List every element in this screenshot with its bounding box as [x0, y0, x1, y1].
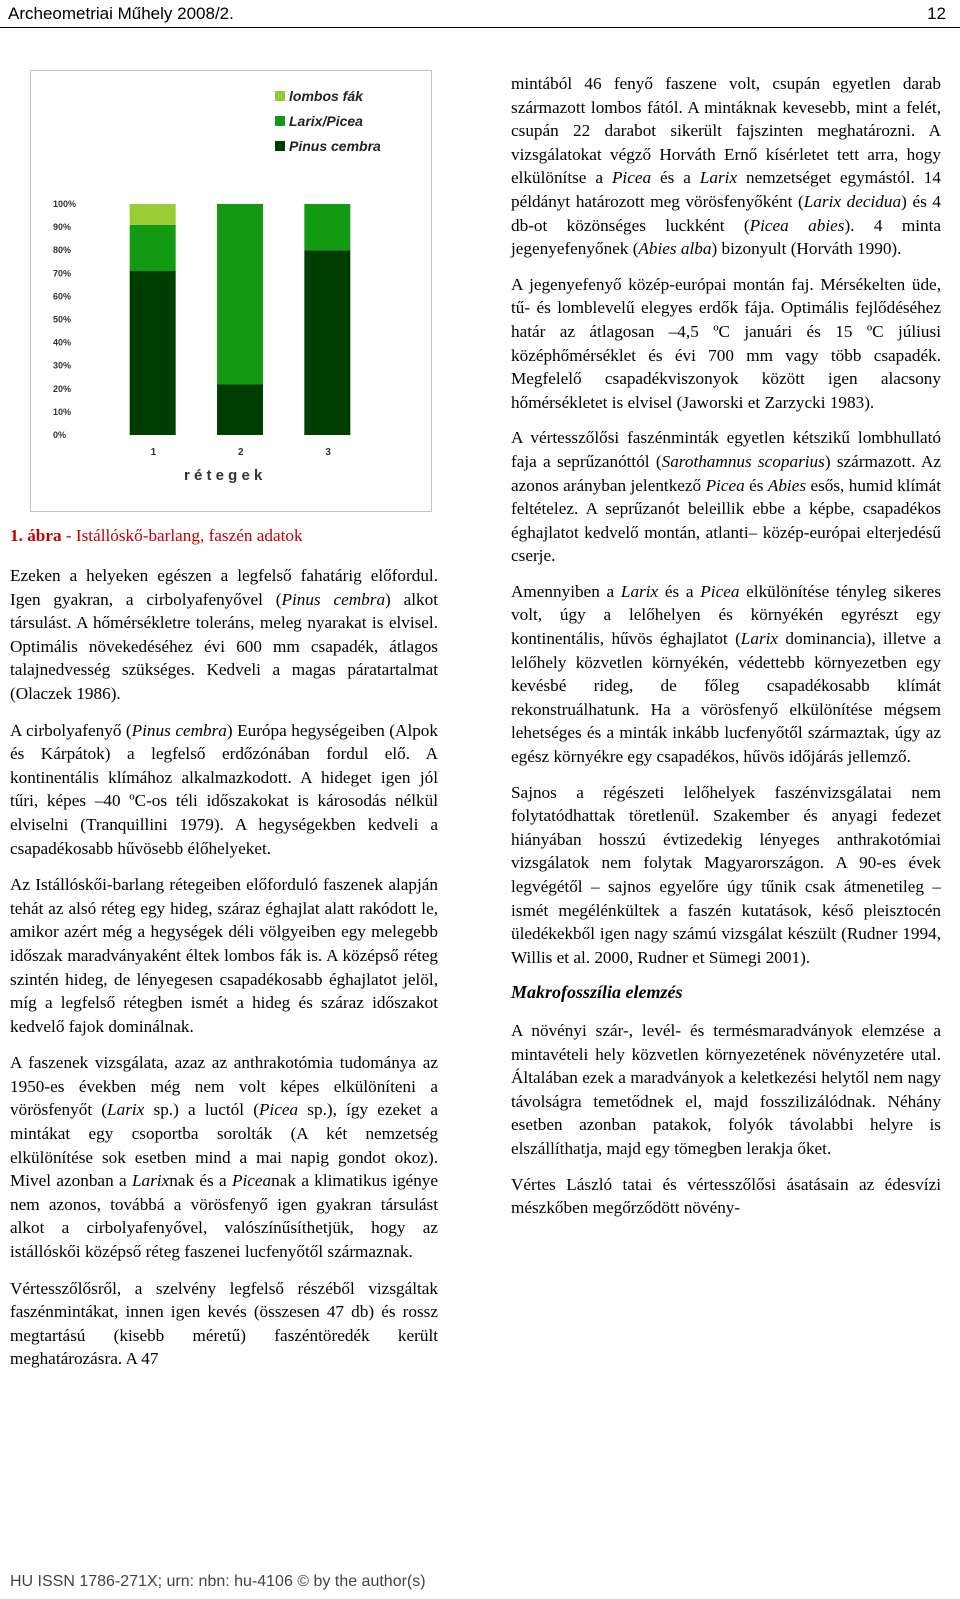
paragraph: mintából 46 fenyő faszene volt, csupán egyetlen darab származott lombos fától. A mintáknak kevesebb, mint a felét, csupán 22 darabot sikerült fajszinten meghatározni. A vizsgálatokat végző Horváth Ernő kísérletet tett arra, hogy elkülönítse a Picea és a Larix nemzetséget egymástól. 14 példányt határozott meg vörösfenyőként (Larix decidua) és 4 db-ot közönséges luckként (Picea abies). 4 minta jegenyefenyőnek (Abies alba) bizonyult (Horváth 1990).	[511, 74, 942, 259]
legend-swatch	[275, 91, 285, 101]
bar-segment	[217, 204, 263, 384]
right-column	[511, 72, 941, 1232]
x-tick-label: 2	[238, 447, 244, 458]
section-heading: Makrofosszília elemzés	[511, 982, 683, 1003]
legend-swatch	[275, 116, 285, 126]
stacked-bar-chart	[31, 71, 431, 511]
legend-swatch	[275, 141, 285, 151]
paragraph: Az Istállóskői-barlang rétegeiben előforduló faszenek alapján tehát az alsó réteg egy hideg, száraz éghajlat alatt rakódott le, amikor azért még a hegységek déli völgyeiben egy melegebb időszak maradványaként éltek lombos fák is. A középső réteg szintén hideg, de lényegesen csapadékosabb éghajlatot jelöl, míg a legfelső rétegben ismét a hideg és száraz időszakot kedvelő fajok dominálnak.	[10, 875, 438, 1036]
paragraph: Vértesszőlősről, a szelvény legfelső részéből vizsgáltak faszénmintákat, innen igen kevés (összesen 47 db) és rossz megtartású (kisebb méretű) faszéntöredék került meghatározásra. A 47	[10, 1278, 438, 1369]
y-tick-label: 80%	[53, 245, 72, 256]
bar-segment	[130, 225, 176, 271]
y-tick-label: 30%	[53, 360, 72, 371]
paragraph: A faszenek vizsgálata, azaz az anthrakotómia tudománya az 1950-es években még nem volt képes elkülöníteni a vörösfenyőt (Larix sp.) a luctól (Picea sp.), így ezeket a mintákat egy csoportba sorolták (A két nemzetség elkülönítése sok esetben mind a mai napig gondot okoz). Mivel azonban a Larixnak és a Piceanak a klimatikus igénye nem azonos, továbbá a vörösfenyő igen gyakran társulást alkot a cirbolyafenyővel, valószínűsíthetjük, hogy az istállóskői középső réteg faszenei lucfenyőtől származnak.	[10, 1053, 439, 1262]
page-number: 12	[927, 4, 946, 23]
paragraph: A cirbolyafenyő (Pinus cembra) Európa hegységeiben (Alpok és Kárpátok) a legfelső erdőzónában fordul elő. A kontinentális klímához alkalmazkodott. A hideget igen jól tűri, képes –40 ºC-os téli időszakokat is károsodás nélkül elviselni (Tranquillini 1979). A hegységekben kedveli a csapadékosabb hűvösebb élőhelyeket.	[10, 720, 438, 858]
paragraph: A növényi szár-, levél- és termésmaradványok elemzése a mintavételi hely közvetlen környezetének növényzetére utal. Általában ezek a maradványok a keletkezési helytől nem nagy távolságra temetődnek el, majd fosszilizálódnak. Néhány esetben azonban patakok, folyók távolabbi helyre is elszállíthatja, majd egy tömegben lerakja őket.	[511, 1020, 941, 1158]
caption-number: 1. ábra	[10, 526, 62, 545]
paragraph: Vértes László tatai és vértesszőlősi ásatásain az édesvízi mészkőben megőrződött növény-	[511, 1174, 941, 1218]
x-tick-label: 1	[150, 447, 157, 458]
x-tick-label: 3	[325, 447, 331, 458]
bar-segment	[130, 271, 176, 435]
bar-segment	[130, 204, 176, 225]
y-tick-label: 40%	[53, 337, 72, 348]
bar-segment	[217, 384, 263, 435]
y-tick-label: 50%	[53, 314, 72, 325]
legend-label: Pinus cembra	[289, 138, 381, 154]
y-tick-label: 90%	[53, 222, 72, 233]
caption-text: - Istállóskő-barlang, faszén adatok	[61, 526, 303, 545]
legend-label: Larix/Picea	[289, 113, 363, 129]
y-tick-label: 70%	[53, 268, 72, 279]
bar-segment	[304, 250, 350, 435]
paragraph: Amennyiben a Larix és a Picea elkülönítése tényleg sikeres volt, úgy a lelőhelyen és környékén egyrészt egy kontinentális, hűvös éghajlatot (Larix dominancia), illetve a lelőhely közvetlen környékén, védettebb környezetben egy kevésbé rideg, de főleg csapadékosabb klímát rekonstruálhatunk. Ha a vörösfenyő elkülönítése mégsem lehetséges és a minták inkább lucfenyőtől származtak, úgy az egész környékre egy csapadékos, hűvös időjárás jellemző.	[511, 581, 942, 767]
y-tick-label: 60%	[53, 291, 72, 302]
y-tick-label: 0%	[53, 430, 67, 440]
y-tick-label: 10%	[53, 406, 72, 417]
left-column	[10, 564, 438, 1384]
paragraph: A vértesszőlősi faszénminták egyetlen kétszikű lombhullató faja a seprűzanóttól (Sarothamnus scoparius) származott. Az azonos arányban jelentkező Picea és Abies esős, humid klímát feltételez. A seprűzanót beleillik ebbe a képbe, csapadékos éghajlatot kedvelő montán, atlanti– közép-európai elterjedésű cserje.	[511, 428, 941, 566]
figure-chart	[30, 70, 432, 512]
x-axis-label: r é t e g e k	[184, 467, 263, 484]
paragraph: A jegenyefenyő közép-európai montán faj. Mérsékelten üde, tű- és lomblevelű elegyes erdők fája. Optimális fejlődéséhez határ az átlagosan –4,5 ºC januári és 15 ºC júliusi középhőmérséklet és évi 700 mm vagy több csapadék. Megfelelő csapadékviszonyok között igen alacsony hőmérsékletet is elvisel (Jaworski et Zarzycki 1983).	[511, 274, 941, 412]
header-rule	[0, 27, 960, 28]
journal-title: Archeometriai Műhely 2008/2.	[8, 4, 234, 23]
figure-caption	[10, 526, 440, 546]
page-footer: HU ISSN 1786-271X; urn: nbn: hu-4106 © by the author(s)	[10, 1573, 426, 1590]
y-tick-label: 100%	[53, 199, 77, 209]
legend-label: lombos fák	[289, 88, 363, 104]
bar-segment	[304, 204, 350, 250]
page-header	[0, 0, 960, 28]
y-tick-label: 20%	[53, 383, 72, 394]
paragraph: Sajnos a régészeti lelőhelyek faszénvizsgálatai nem folytatódhattak töretlenül. Szakember és anyagi fedezet hiányában hosszú évtizedekig lényeges anthrakotómiai vizsgálatok nem folytak Magyarországon. A 90-es évek legvégétől – sajnos egyelőre úgy tűnik csak átmenetileg – ismét megélénkültek a faszén kutatások, késő pleisztocén üledékekből igen nagy számú vizsgálat készült (Rudner 1994, Willis et al. 2000, Rudner et Sümegi 2001).	[511, 782, 941, 967]
paragraph: Ezeken a helyeken egészen a legfelső fahatárig előfordul. Igen gyakran, a cirbolyafenyővel (Pinus cembra) alkot társulást. A hőmérsékletre toleráns, meleg nyarakat is elvisel. Optimális növekedéséhez évi 600 mm csapadék, átlagos talajnedvesség szükséges. Kedveli a magas páratartalmat (Olaczek 1986).	[10, 566, 439, 703]
